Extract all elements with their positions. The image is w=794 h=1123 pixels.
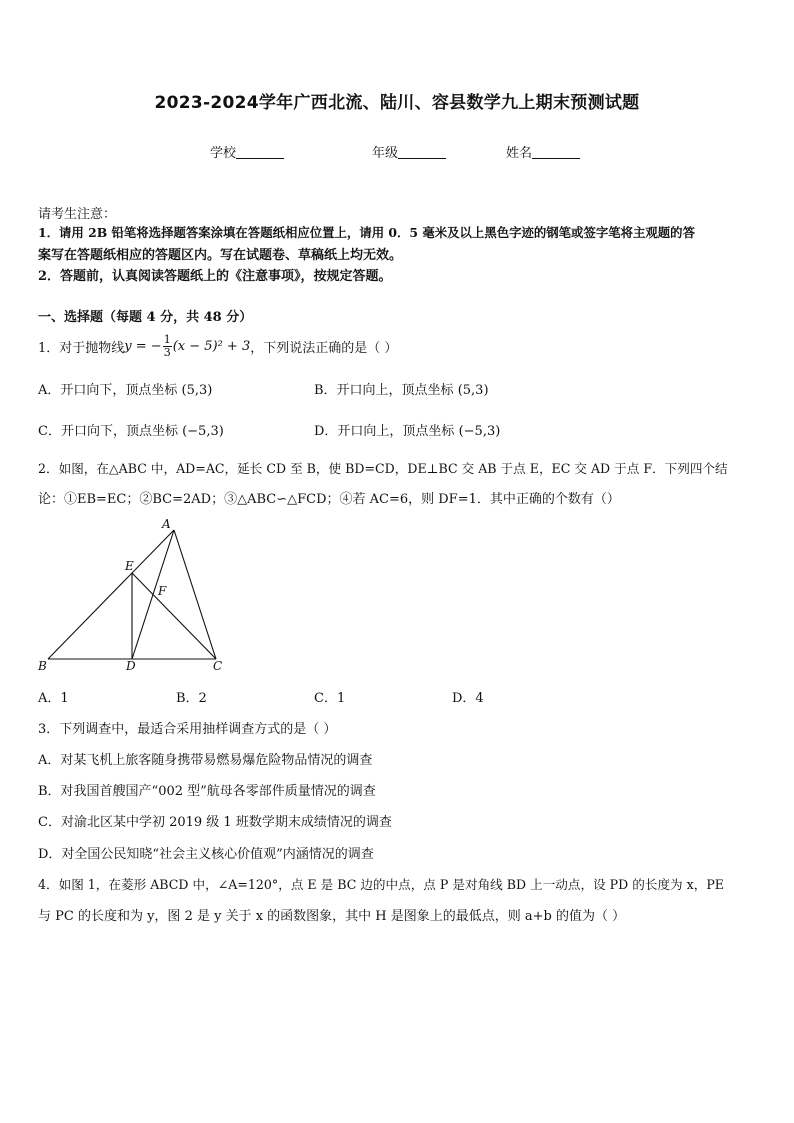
q2-option-c: C．1 [314, 691, 346, 706]
q1-frac-num: 1 [163, 332, 171, 346]
q3-stem: 3．下列调查中，最适合采用抽样调查方式的是（ ） [38, 722, 337, 737]
q3-option-b: B．对我国首艘国产“002 型”航母各零部件质量情况的调查 [38, 784, 376, 799]
q3-option-d: D．对全国公民知晓“社会主义核心价值观”内涵情况的调查 [38, 847, 374, 862]
notice-heading: 请考生注意： [38, 207, 117, 222]
grade-label: 年级 [372, 146, 399, 161]
section-heading: 一、选择题（每题 4 分，共 48 分） [38, 310, 253, 325]
label-b: B [38, 659, 47, 673]
q1-frac-den: 3 [163, 345, 171, 359]
page-title: 2023-2024学年广西北流、陆川、容县数学九上期末预测试题 [154, 93, 640, 113]
q2-option-a: A．1 [38, 691, 69, 706]
notice-line-1b: 案写在答题纸相应的答题区内。写在试题卷、草稿纸上均无效。 [38, 248, 403, 263]
label-d: D [126, 659, 136, 673]
q4-stem-line-2: 与 PC 的长度和为 y，图 2 是 y 关于 x 的函数图象，其中 H 是图象上的最低点，则 a+b 的值为（ ） [38, 909, 626, 924]
q2-stem-line-2: 论：①EB=EC；②BC=2AD；③△ABC∽△FCD；④若 AC=6，则 DF=1．其中正确的个数有（） [38, 492, 620, 507]
grade-blank [398, 146, 446, 159]
q1-fraction [163, 334, 172, 359]
q2-stem-line-1: 2．如图，在△ABC 中，AD=AC，延长 CD 至 B，使 BD=CD，DE⊥BC 交 AB 于点 E，EC 交 AD 于点 F．下列四个结 [38, 461, 728, 476]
question-1-stem [38, 328, 397, 364]
name-blank [532, 146, 580, 159]
school-blank [236, 146, 284, 159]
label-c: C [213, 659, 223, 673]
q1-eq-rhs: (x − 5)² + 3 [172, 338, 251, 354]
q1-prefix: 1．对于抛物线 [38, 340, 125, 356]
q3-option-a: A．对某飞机上旅客随身携带易燃易爆危险物品情况的调查 [38, 753, 373, 768]
q3-option-c: C．对渝北区某中学初 2019 级 1 班数学期末成绩情况的调查 [38, 815, 392, 830]
school-label: 学校 [210, 146, 237, 161]
label-e: E [125, 559, 134, 573]
school-field [210, 142, 284, 161]
q2-option-d: D．4 [452, 691, 484, 706]
label-f: F [158, 584, 167, 598]
segment-ba [48, 530, 174, 659]
q1-option-d: D．开口向上，顶点坐标 (−5,3) [314, 424, 501, 439]
segment-ac [174, 530, 216, 659]
q1-option-a: A．开口向下，顶点坐标 (5,3) [38, 383, 213, 398]
q1-option-b: B．开口向上，顶点坐标 (5,3) [314, 383, 489, 398]
notice-line-2: 2．答题前，认真阅读答题纸上的《注意事项》，按规定答题。 [38, 269, 392, 284]
segment-ec [132, 573, 216, 659]
q2-triangle-figure [34, 514, 234, 676]
name-label: 姓名 [506, 146, 533, 161]
q1-option-c: C．开口向下，顶点坐标 (−5,3) [38, 424, 224, 439]
q1-eq-lhs: y = − [124, 338, 162, 354]
grade-field [372, 142, 446, 161]
label-a: A [162, 517, 171, 531]
q1-suffix: ，下列说法正确的是（ ） [250, 340, 398, 356]
q2-option-b: B．2 [176, 691, 207, 706]
name-field [506, 142, 580, 161]
notice-line-1: 1．请用 2B 铅笔将选择题答案涂填在答题纸相应位置上，请用 0．5 毫米及以上黑色字迹的钢笔或签字笔将主观题的答 [38, 225, 695, 240]
q4-stem-line-1: 4．如图 1，在菱形 ABCD 中，∠A=120°，点 E 是 BC 边的中点，点 P 是对角线 BD 上一动点，设 PD 的长度为 x，PE [38, 877, 724, 892]
